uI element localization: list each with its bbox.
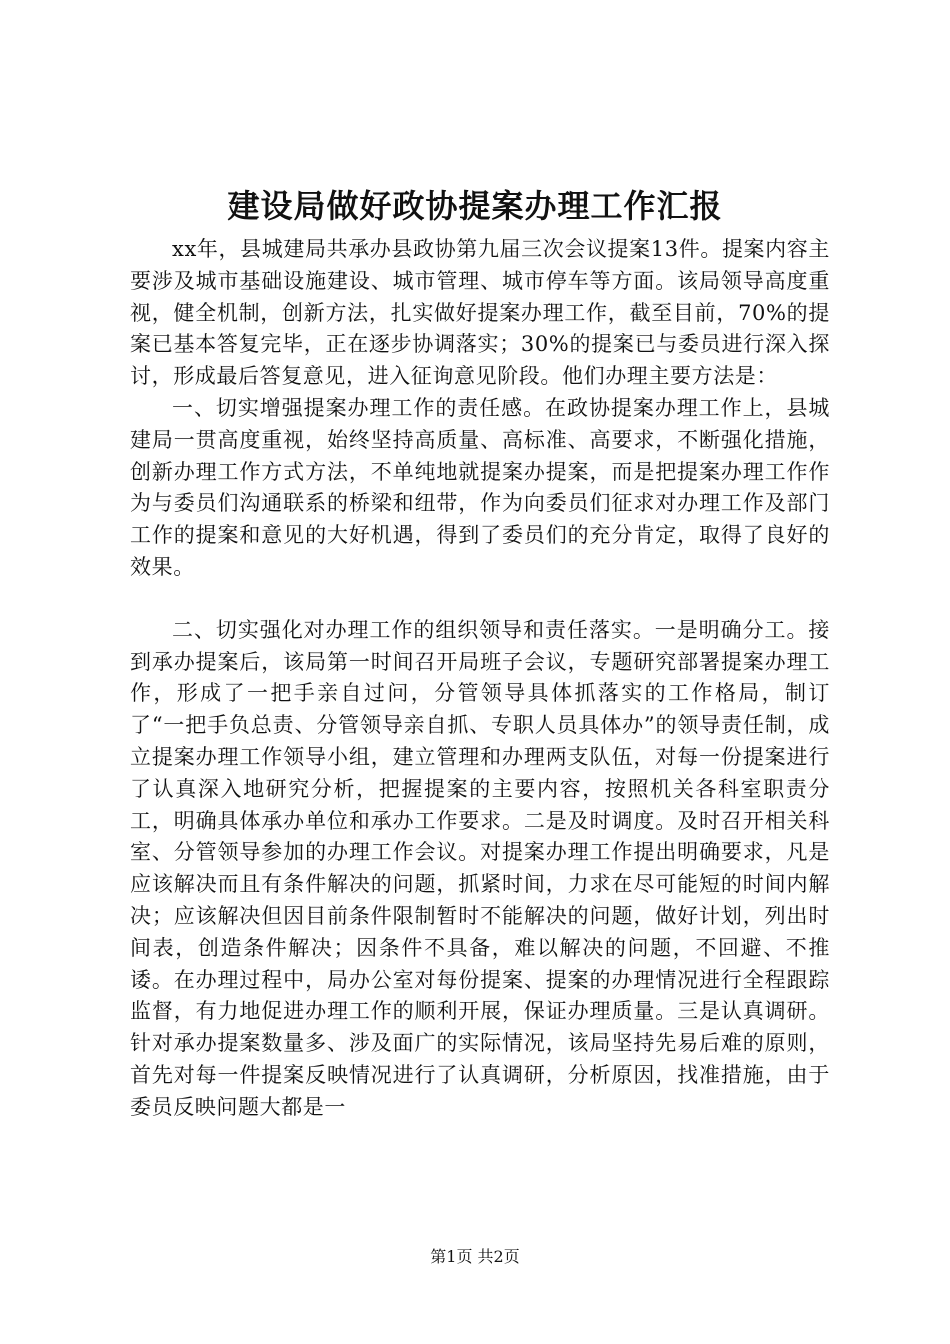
document-body <box>130 234 830 1124</box>
document-title: 建设局做好政协提案办理工作汇报 <box>227 187 723 225</box>
paragraph-section-2: 二、切实强化对办理工作的组织领导和责任落实。一是明确分工。接到承办提案后，该局第一时间召开局班子会议，专题研究部署提案办理工作，形成了一把手亲自过问，分管领导具体抓落实的工作格局，制订了“一把手负总责、分管领导亲自抓、专职人员具体办”的领导责任制，成立提案办理工作领导小组，建立管理和办理两支队伍，对每一份提案进行了认真深入地研究分析，把握提案的主要内容，按照机关各科室职责分工，明确具体承办单位和承办工作要求。二是及时调度。及时召开相关科室、分管领导参加的办理工作会议。对提案办理工作提出明确要求，凡是应该解决而且有条件解决的问题，抓紧时间，力求在尽可能短的时间内解决；应该解决但因目前条件限制暂时不能解决的问题，做好计划，列出时间表，创造条件解决；因条件不具备，难以解决的问题，不回避、不推诿。在办理过程中，局办公室对每份提案、提案的办理情况进行全程跟踪监督，有力地促进办理工作的顺利开展，保证办理质量。三是认真调研。针对承办提案数量多、涉及面广的实际情况，该局坚持先易后难的原则，首先对每一件提案反映情况进行了认真调研，分析原因，找准措施，由于委员反映问题大都是一 <box>130 617 830 1119</box>
paragraph-section-1: 一、切实增强提案办理工作的责任感。在政协提案办理工作上，县城建局一贯高度重视，始终坚持高质量、高标准、高要求，不断强化措施，创新办理工作方式方法，不单纯地就提案办提案，而是把提案办理工作作为与委员们沟通联系的桥梁和纽带，作为向委员们征求对办理工作及部门工作的提案和意见的大好机遇，得到了委员们的充分肯定，取得了良好的效果。 <box>130 395 830 579</box>
page-number-footer: 第1页 共2页 <box>430 1247 520 1266</box>
paragraph-intro: xx年，县城建局共承办县政协第九届三次会议提案13件。提案内容主要涉及城市基础设施建设、城市管理、城市停车等方面。该局领导高度重视，健全机制，创新方法，扎实做好提案办理工作，截至目前，70%的提案已基本答复完毕，正在逐步协调落实；30%的提案已与委员进行深入探讨，形成最后答复意见，进入征询意见阶段。他们办理主要方法是： <box>130 237 830 389</box>
